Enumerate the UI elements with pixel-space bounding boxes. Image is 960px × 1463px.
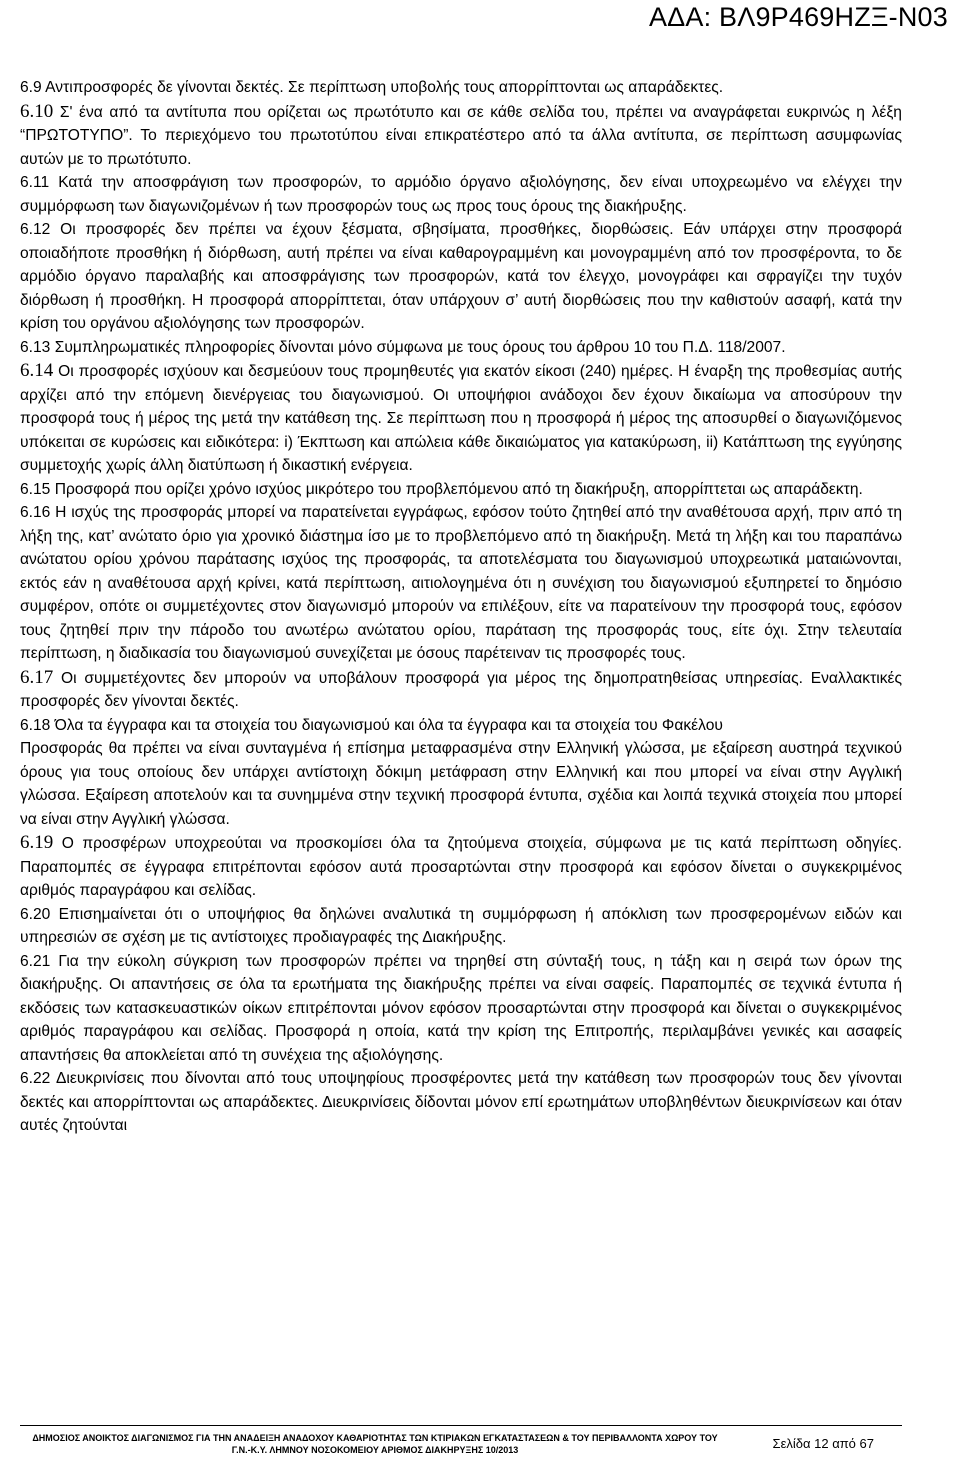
paragraph-text: Κατά την αποσφράγιση των προσφορών, το αρμόδιο όργανο αξιολόγησης, δεν είναι υποχρεωμένο να ελέγχει την συμμόρφωση των διαγωνιζομένων ή των προσφορών τους ως προς τους όρους της διακήρυξης. [20,174,902,215]
paragraph-6-14 [20,359,902,478]
paragraph-text: Επισημαίνεται ότι ο υποψήφιος θα δηλώνει αναλυτικά τη συμμόρφωση ή απόκλιση των προσφερομένων ειδών και υπηρεσιών σε σχέση με τις αντίστοιχες προδιαγραφές της Διακήρυξης. [20,905,902,946]
page-header [0,0,960,44]
footer-divider [20,1425,902,1426]
paragraph-text: Οι συμμετέχοντες δεν μπορούν να υποβάλουν προσφορά για μέρος της δημοπρατηθείσας υπηρεσίας. Εναλλακτικές προσφορές δεν γίνονται δεκτές. [20,669,902,710]
paragraph-number: 6.18 [20,716,51,734]
paragraph-text: Προσφορά που ορίζει χρόνο ισχύος μικρότερο του προβλεπόμενου από τη διακήρυξη, απορρίπτεται ως απαράδεκτη. [54,480,863,498]
paragraph-number: 6.19 [20,832,54,853]
paragraph-text: Οι προσφορές ισχύουν και δεσμεύουν τους προμηθευτές για εκατόν είκοσι (240) ημέρες. Η έναρξη της προθεσμίας αυτής αρχίζει από την επόμενη διενέργειας του διαγωνισμού. Οι υποψήφιοι ανάδοχοι δεν έχουν δικαίωμα να αποσύρουν την προσφορά τους ή μέρος της μετά την κατάθεση της. Σε περίπτωση που η προσφορά ή μέρος της αποσυρθεί ο διαγωνιζόμενος υπόκειται σε κυρώσεις και ειδικότερα: i) Έκπτωση και απώλεια κάθε δικαιώματος για κατακύρωση, ii) Κατάπτωση της εγγύησης συμμετοχής χωρίς άλλη διατύπωση ή δικαστική ενέργεια. [20,363,902,474]
paragraph-6-12 [20,218,902,336]
paragraph-text: Διευκρινίσεις που δίνονται από τους υποψηφίους προσφέροντες μετά την κατάθεση των προσφορών τους δεν γίνονται δεκτές και απορρίπτονται ως απαράδεκτες. Διευκρινίσεις δίδονται μόνον επί ερωτημάτων υποβληθέντων διευκρινίσεων και όταν αυτές ζητούνται [20,1070,902,1134]
paragraph-number: 6.11 [20,174,50,191]
paragraph-6-18 [20,714,902,738]
paragraph-6-16 [20,501,902,666]
paragraph-number: 6.10 [20,100,54,122]
paragraph-text: Οι προσφορές δεν πρέπει να έχουν ξέσματα, σβησίματα, προσθήκες, διορθώσεις. Εάν υπάρχει στην προσφορά οποιαδήποτε προσθήκη ή διόρθωση, αυτή πρέπει να είναι καθαρογραμμένη και μονογραμμένη από τον προσφέροντα, το δε αρμόδιο όργανο παραλαβής και αποσφράγισης των προσφορών, κατά τον έλεγχο, μονογράφει και σφραγίζει την τυχόν διόρθωση ή προσθήκη. Η προσφορά απορρίπτεται, όταν υπάρχουν σ’ αυτή διορθώσεις που την καθιστούν ασαφή, κατά την κρίση του οργάνου αξιολόγησης των προσφορών. [20,221,902,332]
paragraph-text: Συμπληρωματικές πληροφορίες δίνονται μόνο σύμφωνα με τους όρους του άρθρου 10 του Π.Δ. 118/2007. [54,338,786,356]
paragraph-6-19 [20,831,902,903]
paragraph-text: Η ισχύς της προσφοράς μπορεί να παρατείνεται εγγράφως, εφόσον τούτο ζητηθεί από την αναθέτουσα αρχή, πριν από τη λήξη της, κατ’ ανώτατο όριο για χρονικό διάστημα ίσο με το προβλεπόμενο από τη διακήρυξη. Μετά τη λήξη και του παραπάνω ανώτατου ορίου χρόνου παράτασης ισχύος της προσφοράς, τα αποτελέσματα του διαγωνισμού υποχρεωτικά ματαιώνονται, εκτός εάν η αναθέτουσα αρχή κρίνει, κατά περίπτωση, αιτιολογημένα ότι η συνέχιση του διαγωνισμού εξυπηρετεί το δημόσιο συμφέρον, οπότε οι συμμετέχοντες στον διαγωνισμό μπορούν να επιλέξουν, είτε να παρατείνουν την προσφορά τους, εφόσον τους ζητηθεί πριν την πάροδο του ανωτέρω ανώτατου ορίου, παράταση της προσφοράς τους, είτε όχι. Στην τελευταία περίπτωση, η διαδικασία του διαγωνισμού συνεχίζεται με όσους παρέτειναν τις προσφορές τους. [20,504,902,662]
paragraph-text: Αντιπροσφορές δε γίνονται δεκτές. Σε περίπτωση υποβολής τους απορρίπτονται ως απαράδεκτες. [45,79,724,96]
paragraph-6-13 [20,336,902,360]
footer-project-line: Γ.Ν.-Κ.Υ. ΛΗΜΝΟΥ ΝΟΣΟΚΟΜΕΙΟΥ ΑΡΙΘΜΟΣ ΔΙΑΚΗΡΥΞΗΣ 10/2013 [231,1445,519,1455]
document-body [20,76,902,1138]
paragraph-number: 6.13 [20,338,51,356]
paragraph-number: 6.16 [20,504,51,521]
paragraph-6-15 [20,478,902,502]
footer-project-title [20,1432,730,1456]
page-footer [20,1432,902,1456]
paragraph-number: 6.15 [20,480,51,498]
paragraph-number: 6.17 [20,666,54,688]
paragraph-6-20 [20,903,902,950]
footer-project-line: ΔΗΜΟΣΙΟΣ ΑΝΟΙΚΤΟΣ ΔΙΑΓΩΝΙΣΜΟΣ ΓΙΑ ΤΗΝ ΑΝΑΔΕΙΞΗ ΑΝΑΔΟΧΟΥ ΚΑΘΑΡΙΟΤΗΤΑΣ ΤΩΝ ΚΤΙΡΙΑΚΩΝ ΕΓΚΑΤΑΣΤΑΣΕΩΝ & ΤΟΥ ΠΕΡΙΒΑΛΛΟΝΤΑ ΧΩΡΟΥ ΤΟΥ [32,1433,718,1443]
paragraph-number: 6.9 [20,79,42,96]
paragraph-text: Ο προσφέρων υποχρεούται να προσκομίσει όλα τα ζητούμενα στοιχεία, σύμφωνα με τις κατά περίπτωση οδηγίες. Παραπομπές σε έγγραφα επιτρέπονται εφόσον αυτά προσαρτώνται στην προσφορά και εφόσον δίνεται ο συγκεκριμένος αριθμός παραγράφου και σελίδας. [20,835,902,899]
paragraph-number: 6.21 [20,952,51,970]
paragraph-6-9 [20,76,902,100]
paragraph-text: Για την εύκολη σύγκριση των προσφορών πρέπει να τηρηθεί στη σύνταξή τους, η τάξη και η σειρά των όρων της διακήρυξης. Οι απαντήσεις σε όλα τα ερωτήματα της διακήρυξης πρέπει να είναι σαφείς. Παραπομπές σε τεχνικά έντυπα ή εκδόσεις των κατασκευαστικών οίκων επιτρέπονται μόνον εφόσον προσαρτώνται στην προσφορά και δίνεται ο συγκεκριμένος αριθμός παραγράφου και σελίδας. Προσφορά η οποία, κατά την κρίση της Επιτροπής, περιλαμβάνει γενικές και ασαφείς απαντήσεις θα αποκλείεται από τη συνέχεια της αξιολόγησης. [20,952,902,1064]
paragraph-number: 6.22 [20,1070,51,1087]
paragraph-text: Όλα τα έγγραφα και τα στοιχεία του διαγωνισμού και όλα τα έγγραφα και τα στοιχεία του Φακέλου [54,716,723,734]
paragraph-6-11 [20,171,902,218]
paragraph-6-21 [20,950,902,1068]
paragraph-number: 6.12 [20,221,51,238]
page-number: Σελίδα 12 από 67 [772,1436,874,1451]
paragraph-text: Σ' ένα από τα αντίτυπα που ορίζεται ως πρωτότυπο και σε κάθε σελίδα του, πρέπει να αναγράφεται ευκρινώς η λέξη “ΠΡΩΤΟΤΥΠΟ”. Το περιεχόμενο του πρωτοτύπου είναι επικρατέστερο από τα άλλα αντίτυπα, σε περίπτωση ασυμφωνίας αυτών με το πρωτότυπο. [20,103,902,168]
paragraph-number: 6.20 [20,905,51,923]
paragraph-6-17 [20,666,902,714]
document-code: ΑΔΑ: ΒΛ9Ρ469ΗΖΞ-Ν03 [648,2,948,32]
paragraph-6-10 [20,100,902,172]
paragraph-number: 6.14 [20,360,54,381]
paragraph-6-22 [20,1067,902,1138]
paragraph-6-18-continuation: Προσφοράς θα πρέπει να είναι συνταγμένα ή επίσημα μεταφρασμένα στην Ελληνική γλώσσα, με εξαίρεση αυστηρά τεχνικού όρους για τους οποίους δεν υπάρχει αντίστοιχη δόκιμη μετάφραση στην Ελληνική και που μπορεί να είναι στην Αγγλική γλώσσα. Εξαίρεση αποτελούν και τα συνημμένα στην τεχνική προσφορά έντυπα, σχέδια και λοιπά τεχνικά στοιχεία που μπορεί να είναι στην Αγγλική γλώσσα. [20,740,902,828]
